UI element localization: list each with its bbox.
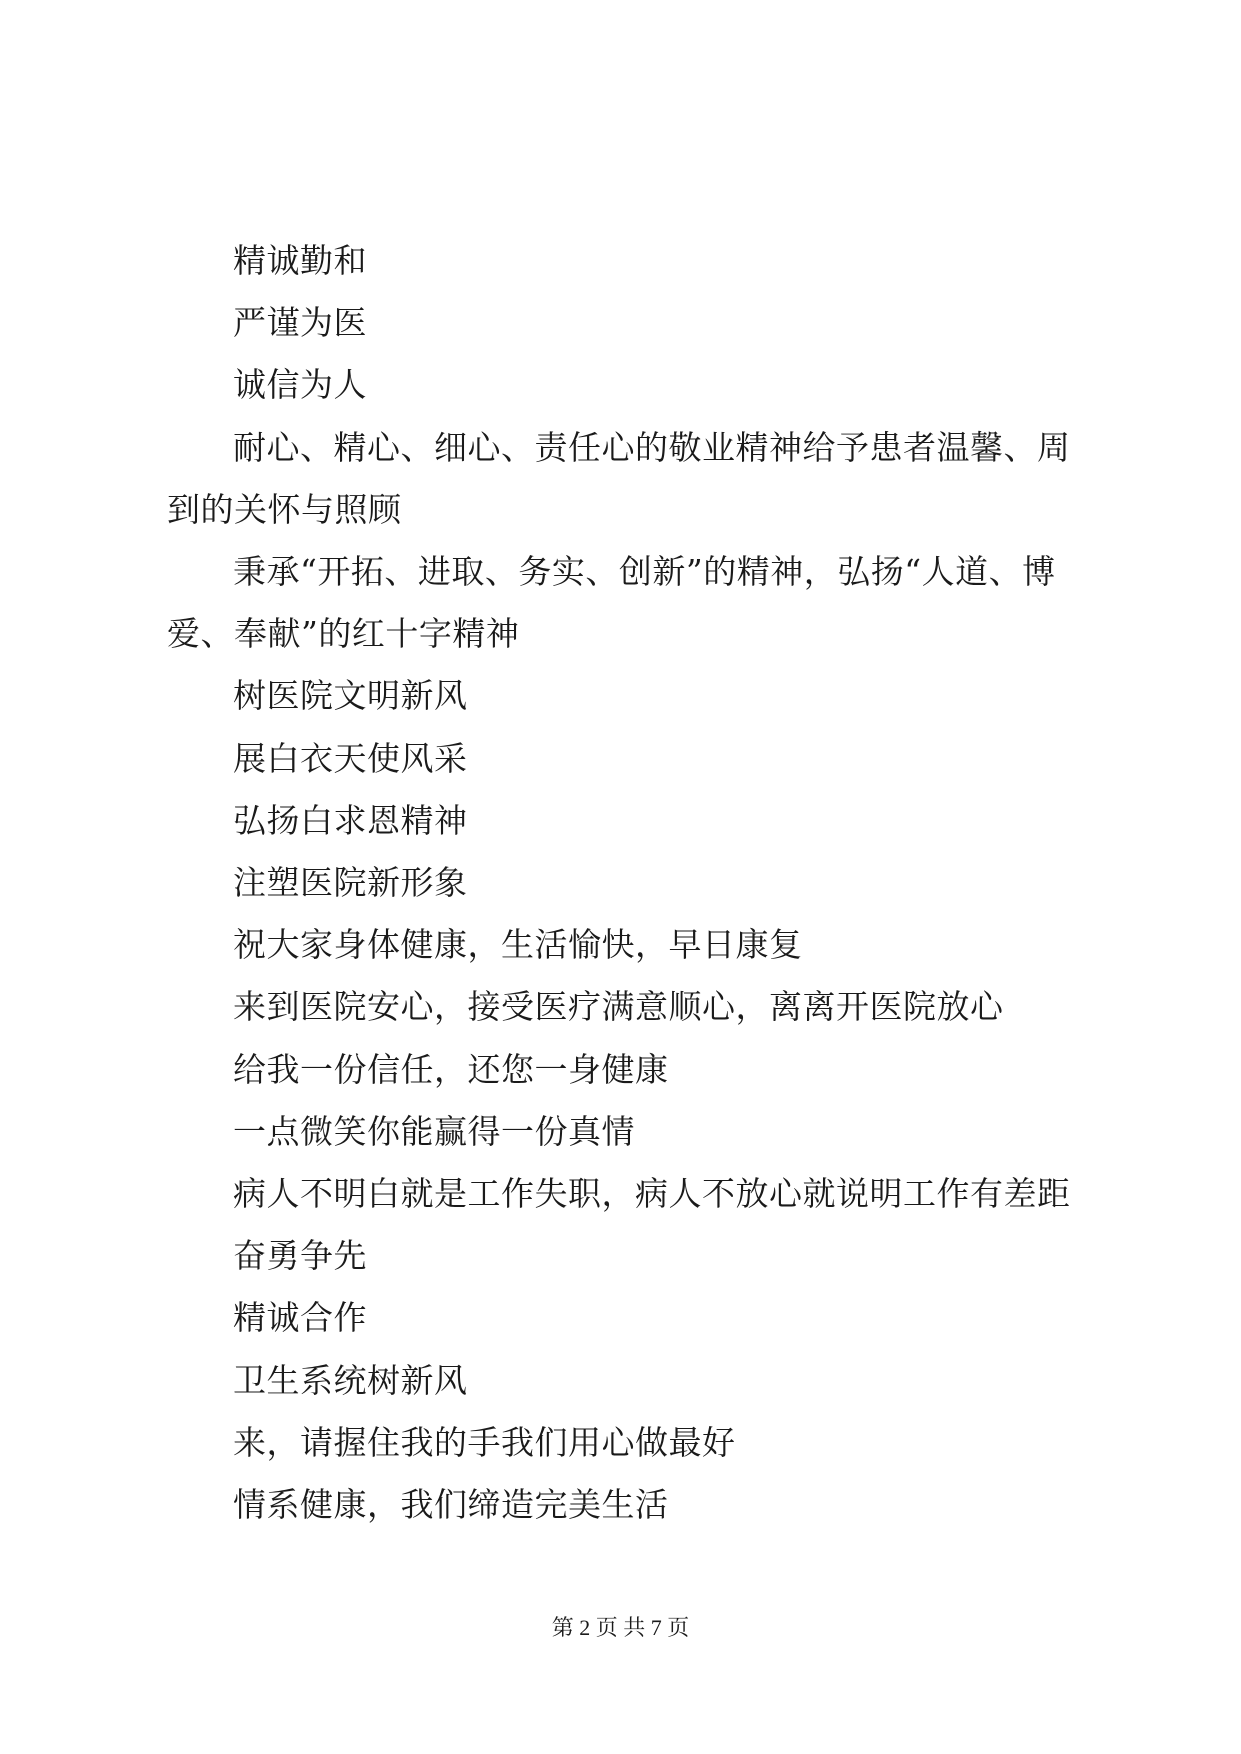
- paragraph: 情系健康，我们缔造完美生活: [233, 1485, 669, 1525]
- paragraph: 严谨为医: [233, 303, 367, 343]
- paragraph: 病人不明白就是工作失职，病人不放心就说明工作有差距: [233, 1174, 1071, 1214]
- document-body: [167, 230, 1087, 1536]
- paragraph: 奋勇争先: [233, 1236, 367, 1276]
- paragraph: 来，请握住我的手我们用心做最好: [233, 1422, 736, 1462]
- paragraph: 弘扬白求恩精神: [233, 800, 468, 840]
- paragraph: 给我一份信任，还您一身健康: [233, 1049, 669, 1089]
- paragraph: 注塑医院新形象: [233, 863, 468, 903]
- paragraph: 展白衣天使风采: [233, 738, 468, 778]
- paragraph: 卫生系统树新风: [233, 1360, 468, 1400]
- paragraph: 一点微笑你能赢得一份真情: [233, 1111, 635, 1151]
- paragraph: 精诚合作: [233, 1298, 367, 1338]
- paragraph: 诚信为人: [233, 365, 367, 405]
- paragraph: 耐心、精心、细心、责任心的敬业精神给予患者温馨、周到的关怀与照顾: [167, 427, 1071, 529]
- paragraph: 祝大家身体健康，生活愉快，早日康复: [233, 925, 803, 965]
- paragraph: 精诚勤和: [233, 241, 367, 280]
- paragraph: 来到医院安心，接受医疗满意顺心，离离开医院放心: [233, 987, 1004, 1027]
- paragraph: 秉承“开拓、进取、务实、创新”的精神，弘扬“人道、博爱、奉献”的红十字精神: [167, 552, 1056, 654]
- paragraph: 树医院文明新风: [233, 676, 468, 716]
- page-number-footer: 第 2 页 共 7 页: [551, 1615, 690, 1640]
